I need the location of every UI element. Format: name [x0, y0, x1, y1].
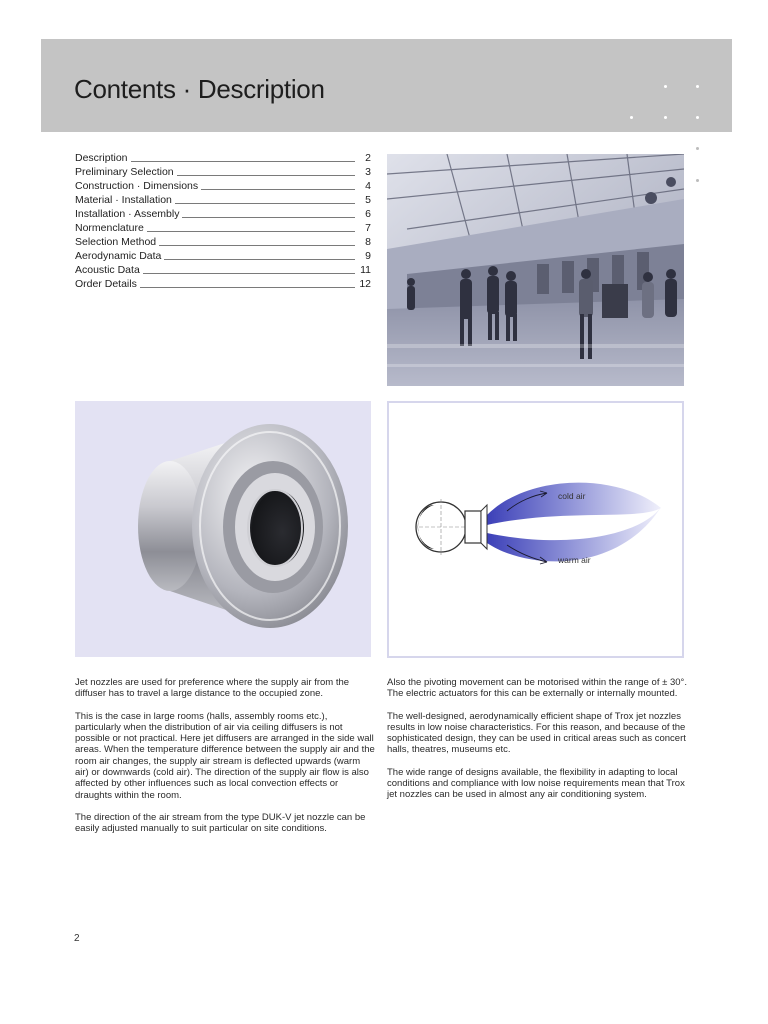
toc-entry-label: Preliminary Selection	[75, 166, 177, 178]
toc-entry-page: 6	[362, 207, 371, 221]
toc-entry-page: 5	[362, 193, 371, 207]
toc-entry-label: Aerodynamic Data	[75, 250, 164, 262]
cold-air-label: cold air	[558, 491, 586, 501]
decorative-dot	[696, 85, 699, 88]
paragraph: Jet nozzles are used for preference where the supply air from the diffuser has to travel a large distance to the occupied zone.	[75, 677, 350, 700]
toc-entry-page: 12	[356, 277, 371, 291]
toc-entry-label: Selection Method	[75, 236, 159, 248]
toc-entry-label: Material · Installation	[75, 194, 175, 206]
decorative-dot	[664, 116, 667, 119]
body-text-left-column	[75, 677, 375, 846]
toc-entry-page: 9	[362, 249, 371, 263]
toc-entry[interactable]	[75, 235, 371, 249]
toc-entry[interactable]	[75, 263, 371, 277]
decorative-dot	[696, 147, 699, 150]
toc-entry[interactable]	[75, 151, 371, 165]
toc-entry-page: 3	[362, 165, 371, 179]
toc-entry-label: Acoustic Data	[75, 264, 143, 276]
paragraph: The wide range of designs available, the flexibility in adapting to local conditions and compliance with low noise requirements mean that Trox jet nozzles can be used in almost any air conditioning system.	[387, 766, 685, 801]
page-title: Contents · Description	[74, 74, 325, 104]
toc-entry[interactable]	[75, 207, 371, 221]
paragraph: The well-designed, aerodynamically efficient shape of Trox jet nozzles results in low noise characteristics. For this reason, and because of the sophisticated design, they can be used in critical areas such as concert halls, theatres, museums etc.	[387, 710, 686, 756]
toc-entry-label: Description	[75, 152, 131, 164]
toc-entry-page: 2	[362, 151, 371, 165]
airport-hall-photo	[387, 154, 684, 386]
decorative-dot	[664, 85, 667, 88]
toc-entry[interactable]	[75, 249, 371, 263]
header-band	[41, 39, 732, 132]
toc-entry-page: 8	[362, 235, 371, 249]
page-number: 2	[74, 933, 80, 944]
air-flow-diagram	[387, 401, 684, 658]
jet-nozzle-product-image	[75, 401, 371, 657]
paragraph: The direction of the air stream from the type DUK-V jet nozzle can be easily adjusted manually to suit particular on site conditions.	[75, 811, 366, 835]
toc-entry-page: 11	[357, 263, 371, 277]
body-text-right-column	[387, 677, 687, 812]
toc-entry-label: Order Details	[75, 278, 140, 290]
table-of-contents	[75, 151, 371, 291]
toc-entry-label: Normenclature	[75, 222, 147, 234]
toc-entry[interactable]	[75, 165, 371, 179]
paragraph: Also the pivoting movement can be motorised within the range of ± 30°. The electric actuators for this can be externally or internally mounted.	[387, 677, 687, 700]
toc-entry[interactable]	[75, 277, 371, 291]
toc-entry[interactable]	[75, 179, 371, 193]
decorative-dot	[696, 116, 699, 119]
toc-entry-label: Construction · Dimensions	[75, 180, 201, 192]
toc-entry-label: Installation · Assembly	[75, 208, 182, 220]
toc-entry-page: 7	[362, 221, 371, 235]
toc-entry-page: 4	[362, 179, 371, 193]
decorative-dot	[696, 179, 699, 182]
toc-entry[interactable]	[75, 221, 371, 235]
toc-entry[interactable]	[75, 193, 371, 207]
paragraph: This is the case in large rooms (halls, assembly rooms etc.), particularly when the distribution of air via ceiling diffusers is not possible or not practical. Here jet diffusers are arranged in the side wall areas. When the temperature difference between the supply air and the room air changes, the supply air stream is deflected upwards (warm air) or downwards (cold air). The direction of the supply air flow is also affected by other influences such as local convection effects or draughts within the room.	[75, 710, 375, 801]
warm-air-label: warm air	[558, 555, 591, 565]
decorative-dot	[630, 116, 633, 119]
